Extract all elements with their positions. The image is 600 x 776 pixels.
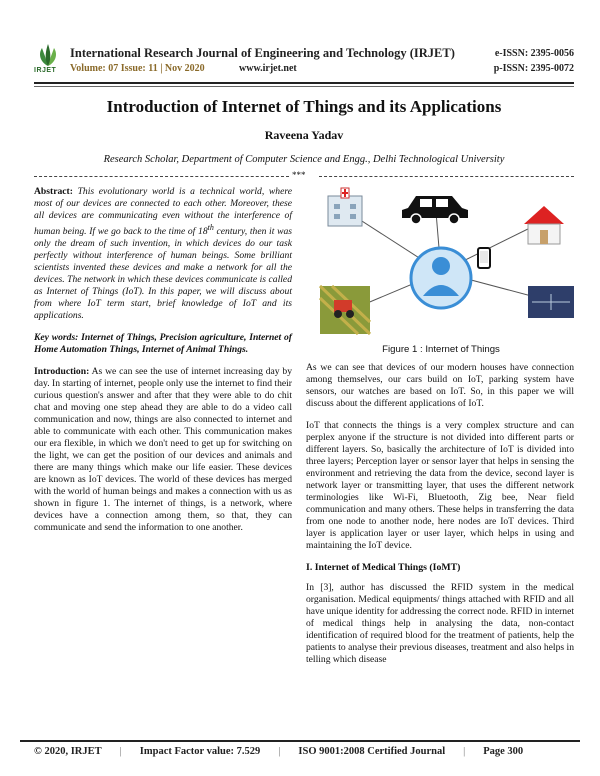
journal-header	[34, 44, 574, 80]
paper-author: Raveena Yadav	[264, 128, 344, 142]
car-icon	[402, 196, 468, 224]
header-rule-thin	[34, 86, 574, 87]
footer-separator: |	[463, 746, 466, 757]
journal-name: International Research Journal of Engineering and Technology (IRJET)	[70, 46, 455, 60]
footer-copyright: © 2020, IRJET	[34, 746, 102, 757]
agriculture-icon	[320, 286, 370, 334]
abstract-superscript: th	[207, 223, 214, 232]
left-column	[34, 186, 292, 544]
footer-rule	[20, 740, 580, 742]
logo-text: IRJET	[34, 67, 57, 74]
p-issn: p-ISSN: 2395-0072	[493, 63, 574, 74]
page-footer	[34, 746, 574, 757]
header-rule	[34, 82, 574, 84]
abstract-text: This evolutionary world is a technical world, where most of our devices are connected to each other. Moreover, these all devices are communicating even without the interference of human being. If we go back to the time of 18	[34, 186, 292, 238]
hospital-icon	[328, 188, 362, 226]
introduction-text: As we can see the use of internet increasing day by day. In starting of internet, people only use the internet to find their curious question's answer and after that they were able to do chit chat and moving one step ahead they are able to do a video call communication and now, things are also connected to internet and able to communicate with each other. This communication makes our era flexible, in which we don't need to get up for switching on the light, we can get the position of our devices and animals and there are many things which make our life easier. These devices are known as IoT devices. The world of these devices has merged with the world of human beings and makes a connection with us as shown in figure 1. The internet of things, is a network, where devices have a connection among them, so that, they can communicate and send the information to one another.	[34, 366, 292, 534]
right-paragraph-3: In [3], author has discussed the RFID system in the medical organisation. Medical equipments/ things attached with RFID and all have unique identity for addressing the correct node. RFID in internet of medical things help in analysing the data, non-contact identification of required blood for the treatment of patients, help the patients to analyse their previous diseases, treatment and also helps in telling which disease	[306, 582, 574, 665]
paper-title: Introduction of Internet of Things and its Applications	[106, 97, 502, 116]
journal-website[interactable]: www.irjet.net	[239, 63, 297, 74]
network-node-icon	[528, 286, 574, 318]
footer-impact-factor: Impact Factor value: 7.529	[139, 746, 261, 757]
keywords: Key words: Internet of Things, Precision agriculture, Internet of Home Automation Things, Internet of Animal Things.	[34, 332, 292, 356]
footer-page-number: Page 300	[483, 746, 524, 757]
right-paragraph-2: IoT that connects the things is a very complex structure and can perplex anyone if the structure is not divided into different parts or different layers. So, basically the architecture of IoT is divided into three layers; Perception layer or sensor layer that helps in sensing the environment and retrieving the data from the device, second layer is network layer or transmitting layer, that uses the different network terminologies like Wi-Fi, Bluetooth, Zig bee, Near field communication and many others. These helps in transferring the data from one node to another node, here nodes are IoT devices. Third layer is application layer or user layer, which helps in using and maintaining the IoT device.	[306, 420, 574, 551]
abstract-text-cont: century, then it was only the dream of such invention, in which devices do our task perfectly without interference of human beings. Some brilliant scientists invented these devices and make a network for all the devices. The network in which these devices communicate is called as Internet of Things (IoT). In this paper, we will discuss about from where IoT term start, brief knowledge of IoT and its applications.	[34, 226, 292, 322]
separator-mark: ***	[292, 170, 306, 180]
footer-iso: ISO 9001:2008 Certified Journal	[298, 746, 446, 757]
author-affiliation: Research Scholar, Department of Computer Science and Engg., Delhi Technological University	[103, 154, 505, 165]
introduction	[34, 366, 292, 534]
abstract-label: Abstract:	[34, 186, 73, 197]
footer-separator: |	[278, 746, 281, 757]
figure-caption: Figure 1 : Internet of Things	[382, 344, 500, 355]
e-issn: e-ISSN: 2395-0056	[494, 48, 574, 59]
phone-icon	[478, 248, 490, 268]
right-column	[306, 362, 574, 676]
introduction-label: Introduction:	[34, 366, 90, 378]
separator	[34, 170, 574, 182]
house-icon	[524, 206, 564, 244]
footer-separator: |	[119, 746, 122, 757]
volume-issue: Volume: 07 Issue: 11 | Nov 2020	[70, 63, 205, 74]
figure-internet-of-things	[306, 182, 576, 342]
right-paragraph-1: As we can see that devices of our modern houses have connection among themselves, our cars build on IoT, parking system have sensors, our watches are based on IoT. So, in this paper we will discuss about the different applications of IoT.	[306, 362, 574, 409]
section-heading-iomt: I. Internet of Medical Things (IoMT)	[306, 562, 461, 573]
person-icon	[411, 248, 471, 308]
abstract	[34, 186, 292, 322]
